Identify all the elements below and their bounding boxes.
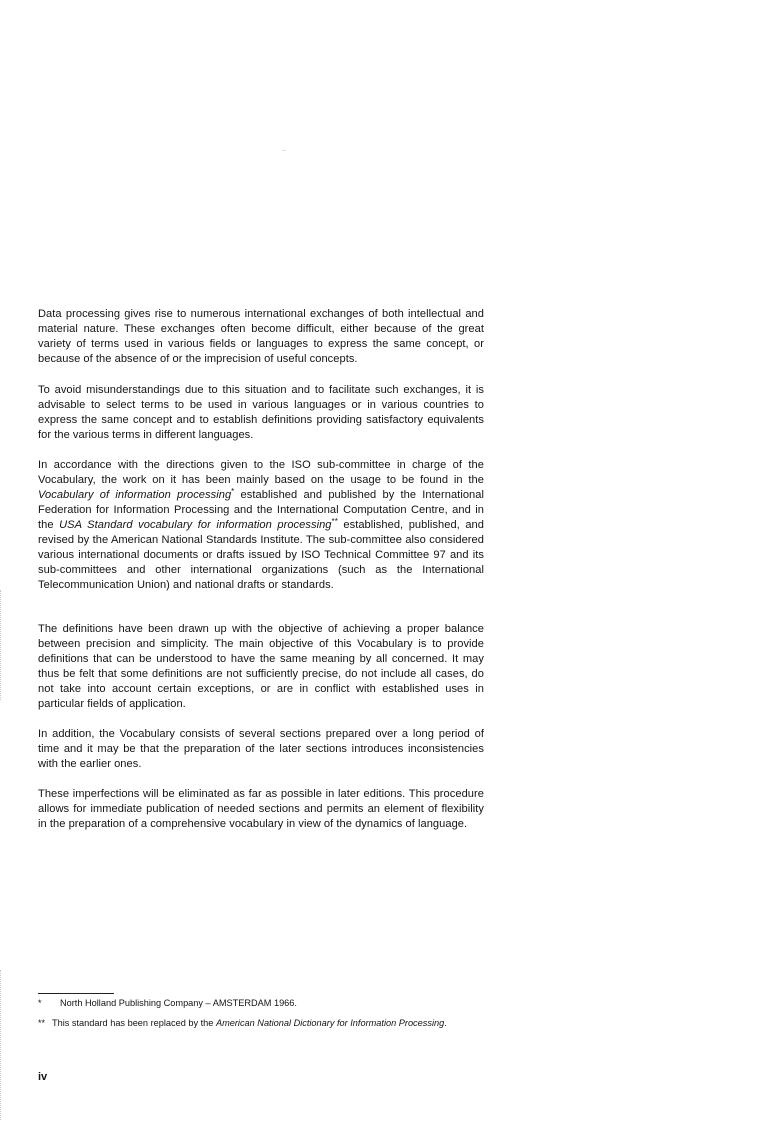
citation-ifip-vocabulary: Vocabulary of information processing (38, 489, 232, 501)
paragraph-3 (38, 458, 484, 593)
footnote-1-mark: * (38, 998, 42, 1008)
paragraph-3-text: established and published by the International Federation for Information Processing and the International Computation Centre, and in the (38, 489, 485, 531)
page-number: iv (38, 1071, 48, 1083)
footnote-1-text: North Holland Publishing Company – AMSTERDAM 1966. (60, 998, 297, 1008)
footnote-ref-2: ** (331, 517, 338, 526)
footnote-1 (38, 997, 484, 1010)
paragraph-1: Data processing gives rise to numerous international exchanges of both intellectual and material nature. These exchanges often become difficult, either because of the great variety of terms used in various fields or languages to express the same concept, or because of the absence of or the imprecision of useful concepts. (38, 308, 484, 365)
paragraph-3-text: In accordance with the directions given to the ISO sub-committee in charge of the Vocabulary, the work on it has been mainly based on the usage to be found in the (38, 459, 484, 486)
paragraph-3-text: established, published, and revised by the American National Standards Institute. The sub-committee also considered various international documents or drafts issued by ISO Technical Committee 97 and its sub-committees and other international organizations (such as the International Telecommunication Union) and national drafts or standards. (38, 519, 484, 591)
scan-edge-mark (0, 970, 2, 1120)
scan-edge-mark (0, 590, 2, 700)
paragraph-2: To avoid misunderstandings due to this situation and to facilitate such exchanges, it is advisable to select terms to be used in various languages or in various countries to express the same concept and to establish definitions providing satisfactory equivalents for the various terms in different languages. (38, 384, 484, 441)
citation-usa-standard-vocabulary: USA Standard vocabulary for information processing (59, 519, 332, 531)
footnote-2-end: . (444, 1018, 447, 1028)
footnote-2-mark: ** (38, 1018, 46, 1028)
footnote-2-text: This standard has been replaced by the (52, 1018, 216, 1028)
paragraph-6: These imperfections will be eliminated as far as possible in later editions. This procedure allows for immediate publication of needed sections and permits an element of flexibility in the preparation of a comprehensive vocabulary in view of the dynamics of language. (38, 788, 484, 830)
scan-speck (282, 150, 286, 151)
footnote-divider (38, 993, 114, 994)
citation-ansi-dictionary: American National Dictionary for Information Processing (215, 1018, 445, 1028)
paragraph-5: In addition, the Vocabulary consists of several sections prepared over a long period of time and it may be that the preparation of the later sections introduces inconsistencies with the earlier ones. (38, 728, 484, 770)
paragraph-4: The definitions have been drawn up with the objective of achieving a proper balance between precision and simplicity. The main objective of this Vocabulary is to provide definitions that can be understood to have the same meaning by all concerned. It may thus be felt that some definitions are not sufficiently precise, do not include all cases, do not take into account certain exceptions, or are in conflict with established uses in particular fields of application. (38, 623, 484, 710)
footnote-ref-1: * (231, 487, 235, 496)
footnote-2 (38, 1017, 484, 1030)
